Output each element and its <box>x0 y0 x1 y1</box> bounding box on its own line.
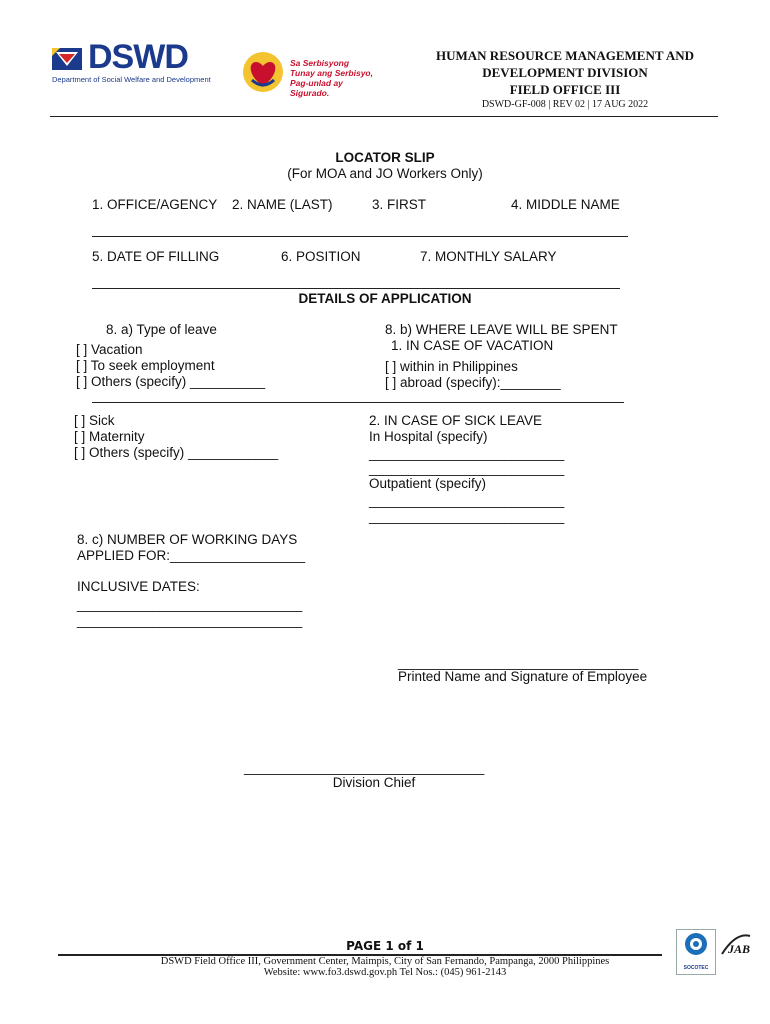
label-case-sick-leave: 2. IN CASE OF SICK LEAVE <box>369 413 543 428</box>
certification-emblem-icon <box>677 930 715 960</box>
outpatient-entry-line-2[interactable]: __________________________ <box>369 509 565 524</box>
form-title: LOCATOR SLIP <box>335 150 435 165</box>
label-position: 6. POSITION <box>281 249 361 264</box>
label-where-leave-spent: 8. b) WHERE LEAVE WILL BE SPENT <box>385 322 618 337</box>
label-first-name: 3. FIRST <box>372 197 427 212</box>
dswd-logo-text: DSWD <box>88 38 188 76</box>
label-working-days: 8. c) NUMBER OF WORKING DAYS <box>77 532 298 547</box>
dates-entry-line-2[interactable]: ______________________________ <box>77 613 303 628</box>
details-divider <box>92 402 624 403</box>
socotec-label: SOCOTEC <box>683 965 709 971</box>
bagong-pilipinas-logo <box>238 50 378 98</box>
heart-sun-icon <box>238 50 288 94</box>
jab-label: JAB <box>728 942 751 956</box>
page-number: PAGE 1 of 1 <box>346 939 424 953</box>
socotec-badge <box>676 929 716 975</box>
option-abroad[interactable]: [ ] abroad (specify):________ <box>385 375 561 390</box>
division-line-3: FIELD OFFICE III <box>509 82 621 97</box>
document-code: DSWD-GF-008 | REV 02 | 17 AUG 2022 <box>481 99 649 110</box>
option-maternity[interactable]: [ ] Maternity <box>74 429 145 444</box>
option-seek-employment[interactable]: [ ] To seek employment <box>76 358 215 373</box>
outpatient-entry-line-1[interactable]: __________________________ <box>369 493 565 508</box>
label-case-vacation: 1. IN CASE OF VACATION <box>391 338 554 353</box>
dswd-emblem-icon <box>50 44 84 74</box>
dswd-logo <box>50 38 211 86</box>
label-last-name: 2. NAME (LAST) <box>232 197 333 212</box>
label-monthly-salary: 7. MONTHLY SALARY <box>420 249 557 264</box>
bagong-tagline: Sa Serbisyong Tunay ang Serbisyo, Pag-unlad ay Sigurado. <box>290 58 373 98</box>
working-days-entry[interactable]: APPLIED FOR:__________________ <box>77 548 306 563</box>
label-outpatient: Outpatient (specify) <box>369 476 487 491</box>
hospital-entry-line-1[interactable]: __________________________ <box>369 446 565 461</box>
option-others-vacation[interactable]: [ ] Others (specify) __________ <box>76 374 266 389</box>
name-entry-line[interactable] <box>92 236 628 237</box>
header-divider <box>50 116 718 117</box>
label-office-agency: 1. OFFICE/AGENCY <box>92 197 218 212</box>
option-others-sick[interactable]: [ ] Others (specify) ____________ <box>74 445 279 460</box>
label-inclusive-dates: INCLUSIVE DATES: <box>77 579 200 594</box>
option-within-philippines[interactable]: [ ] within in Philippines <box>385 359 518 374</box>
option-vacation[interactable]: [ ] Vacation <box>76 342 143 357</box>
dswd-logo-subtitle: Department of Social Welfare and Development <box>52 75 211 84</box>
division-line-1: HUMAN RESOURCE MANAGEMENT AND <box>436 48 694 63</box>
date-position-entry-line[interactable] <box>92 288 620 289</box>
option-sick[interactable]: [ ] Sick <box>74 413 115 428</box>
footer-address: DSWD Field Office III, Government Center, Maimpis, City of San Fernando, Pampanga, 2000 Philippines <box>160 956 610 967</box>
label-in-hospital: In Hospital (specify) <box>369 429 488 444</box>
label-type-of-leave: 8. a) Type of leave <box>106 322 217 337</box>
label-middle-name: 4. MIDDLE NAME <box>511 197 620 212</box>
employee-signature-line[interactable]: ________________________________ <box>398 655 639 670</box>
jab-badge <box>718 932 754 970</box>
chief-signature-line[interactable]: ________________________________ <box>244 760 485 775</box>
dates-entry-line-1[interactable]: ______________________________ <box>77 597 303 612</box>
form-subtitle: (For MOA and JO Workers Only) <box>287 166 483 181</box>
division-line-2: DEVELOPMENT DIVISION <box>482 65 648 80</box>
section-details-of-application: DETAILS OF APPLICATION <box>298 291 472 306</box>
label-date-of-filling: 5. DATE OF FILLING <box>92 249 220 264</box>
label-employee-signature: Printed Name and Signature of Employee <box>398 669 648 684</box>
hospital-entry-line-2[interactable]: __________________________ <box>369 461 565 476</box>
footer-website: Website: www.fo3.dswd.gov.ph Tel Nos.: (045) 961-2143 <box>263 967 507 978</box>
label-division-chief: Division Chief <box>332 775 416 790</box>
